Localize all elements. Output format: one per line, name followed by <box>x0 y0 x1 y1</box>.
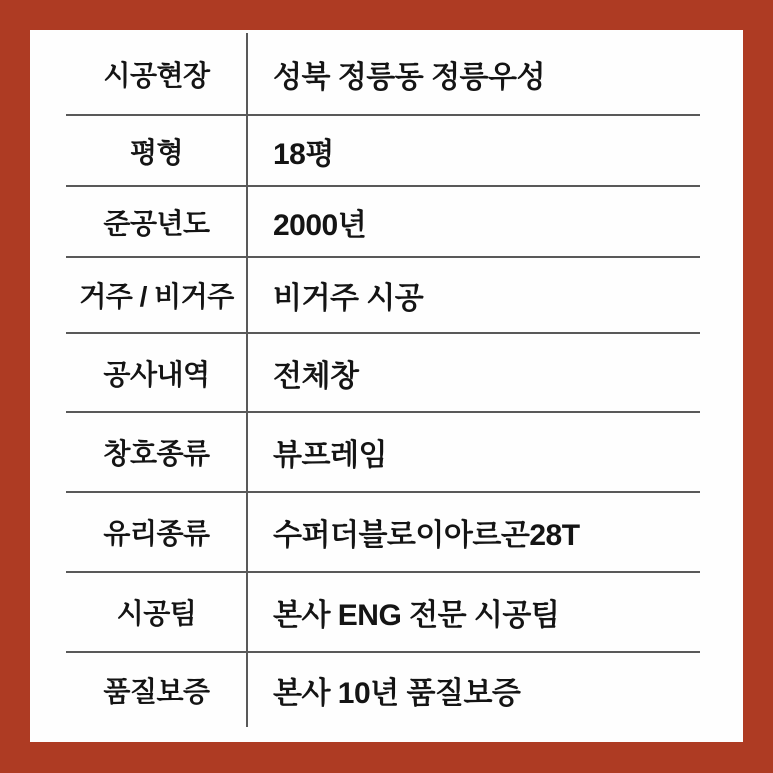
row-label-window-type: 창호종류 <box>103 438 210 469</box>
row-value-warranty: 본사 10년 품질보증 <box>273 677 521 710</box>
row-label-site: 시공현장 <box>103 59 210 91</box>
row-value-team: 본사 ENG 전문 시공팀 <box>273 599 560 632</box>
row-label-glass-type: 유리종류 <box>103 518 210 549</box>
table-row <box>66 573 700 653</box>
row-label-warranty: 품질보증 <box>103 676 210 707</box>
row-value-occupancy: 비거주 시공 <box>273 282 424 315</box>
table-row <box>66 33 700 116</box>
row-label-scope: 공사내역 <box>103 358 210 390</box>
table-row <box>66 334 700 413</box>
row-value-scope: 전체창 <box>273 359 359 393</box>
spec-table <box>66 33 700 727</box>
row-label-team: 시공팀 <box>116 598 197 629</box>
table-row <box>66 413 700 493</box>
spec-card <box>30 30 743 742</box>
row-value-site: 성북 정릉동 정릉우성 <box>273 60 545 94</box>
table-row <box>66 116 700 187</box>
row-value-size: 18평 <box>273 137 334 171</box>
row-label-year: 준공년도 <box>103 207 210 239</box>
row-label-occupancy: 거주 / 비거주 <box>79 281 234 312</box>
table-row <box>66 653 700 727</box>
table-row <box>66 493 700 573</box>
table-row <box>66 258 700 334</box>
row-label-size: 평형 <box>129 136 184 168</box>
row-value-year: 2000년 <box>273 208 367 242</box>
table-row <box>66 187 700 258</box>
row-value-glass-type: 수퍼더블로이아르곤28T <box>273 519 580 552</box>
column-divider <box>246 33 248 727</box>
row-value-window-type: 뷰프레임 <box>273 439 387 472</box>
